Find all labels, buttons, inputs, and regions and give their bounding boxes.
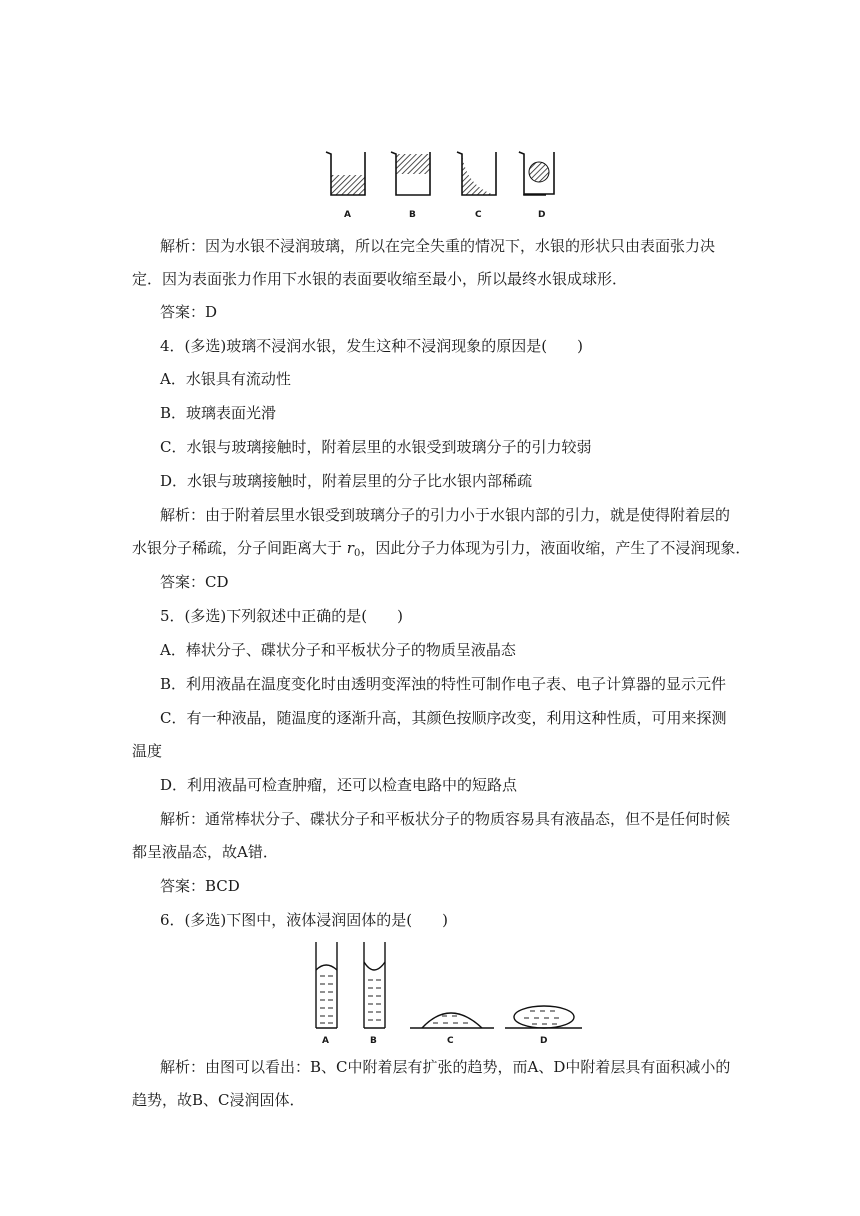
figure1-label-a: A <box>344 210 351 220</box>
q5-option-a: A．棒状分子、碟状分子和平板状分子的物质呈液晶态 <box>160 641 516 659</box>
figure1-label-c: C <box>475 210 482 220</box>
q4-option-d: D．水银与玻璃接触时，附着层里的分子比水银内部稀疏 <box>160 472 533 490</box>
tube-a-liquid <box>320 976 333 1023</box>
q3-answer: 答案：D <box>160 303 218 321</box>
q4-stem: 4．(多选)玻璃不浸润水银，发生这种不浸润现象的原因是( ) <box>160 337 583 355</box>
q3-analysis-line1: 解析：因为水银不浸润玻璃，所以在完全失重的情况下，水银的形状只由表面张力决 <box>160 237 716 255</box>
q6-analysis-line2: 趋势，故B、C浸润固体． <box>132 1091 305 1109</box>
r0-variable: r <box>346 539 354 557</box>
q4-option-b: B．玻璃表面光滑 <box>160 404 277 422</box>
drop-d <box>505 1006 582 1028</box>
drop-c-liquid <box>433 1016 468 1023</box>
q4-option-a: A．水银具有流动性 <box>160 370 291 388</box>
q5-option-b: B．利用液晶在温度变化时由透明变浑浊的特性可制作电子表、电子计算器的显示元件 <box>160 675 727 693</box>
q5-option-d: D．利用液晶可检查肿瘤，还可以检查电路中的短路点 <box>160 776 518 794</box>
beakers-figure <box>322 146 546 222</box>
tube-b-liquid <box>368 980 381 1020</box>
figure1-label-b: B <box>409 210 416 220</box>
figure2-label-c: C <box>447 1036 454 1046</box>
q5-option-c-line2: 温度 <box>132 742 163 760</box>
q4-analysis-line1: 解析：由于附着层里水银受到玻璃分子的引力小于水银内部的引力，就是使得附着层的 <box>160 506 731 524</box>
figure1-label-d: D <box>538 210 546 220</box>
q5-answer: 答案：BCD <box>160 877 240 895</box>
beaker-a <box>326 152 365 195</box>
figure2-label-a: A <box>322 1036 329 1046</box>
beaker-c <box>457 152 496 195</box>
q4-option-c: C．水银与玻璃接触时，附着层里的水银受到玻璃分子的引力较弱 <box>160 438 592 456</box>
figure2-label-d: D <box>540 1036 548 1046</box>
drop-c <box>410 1013 494 1028</box>
q5-stem: 5．(多选)下列叙述中正确的是( ) <box>160 607 403 625</box>
tube-a <box>316 942 337 1028</box>
q5-option-c-line1: C．有一种液晶，随温度的逐渐升高，其颜色按顺序改变，利用这种性质，可用来探测 <box>160 709 727 727</box>
q4-answer: 答案：CD <box>160 573 229 591</box>
tube-b <box>364 942 385 1028</box>
q5-analysis-line1: 解析：通常棒状分子、碟状分子和平板状分子的物质容易具有液晶态，但不是任何时候 <box>160 810 731 828</box>
q6-analysis-line1: 解析：由图可以看出：B、C中附着层有扩张的趋势，而A、D中附着层具有面积减小的 <box>160 1058 731 1076</box>
q3-analysis-line2: 定．因为表面张力作用下水银的表面要收缩至最小，所以最终水银成球形． <box>132 270 628 288</box>
q6-stem: 6．(多选)下图中，液体浸润固体的是( ) <box>160 911 448 929</box>
figure2-label-b: B <box>370 1036 377 1046</box>
q5-analysis-line2: 都呈液晶态，故A错． <box>132 843 278 861</box>
wetting-figure <box>300 940 590 1040</box>
beaker-b <box>391 152 430 195</box>
drop-d-liquid <box>524 1011 559 1024</box>
beaker-d-wall <box>518 146 558 206</box>
q4-analysis-line2: 水银分子稀疏，分子间距离大于 $r_0$，因此分子力体现为引力，液面收缩，产生了不浸润现象． <box>132 539 751 559</box>
